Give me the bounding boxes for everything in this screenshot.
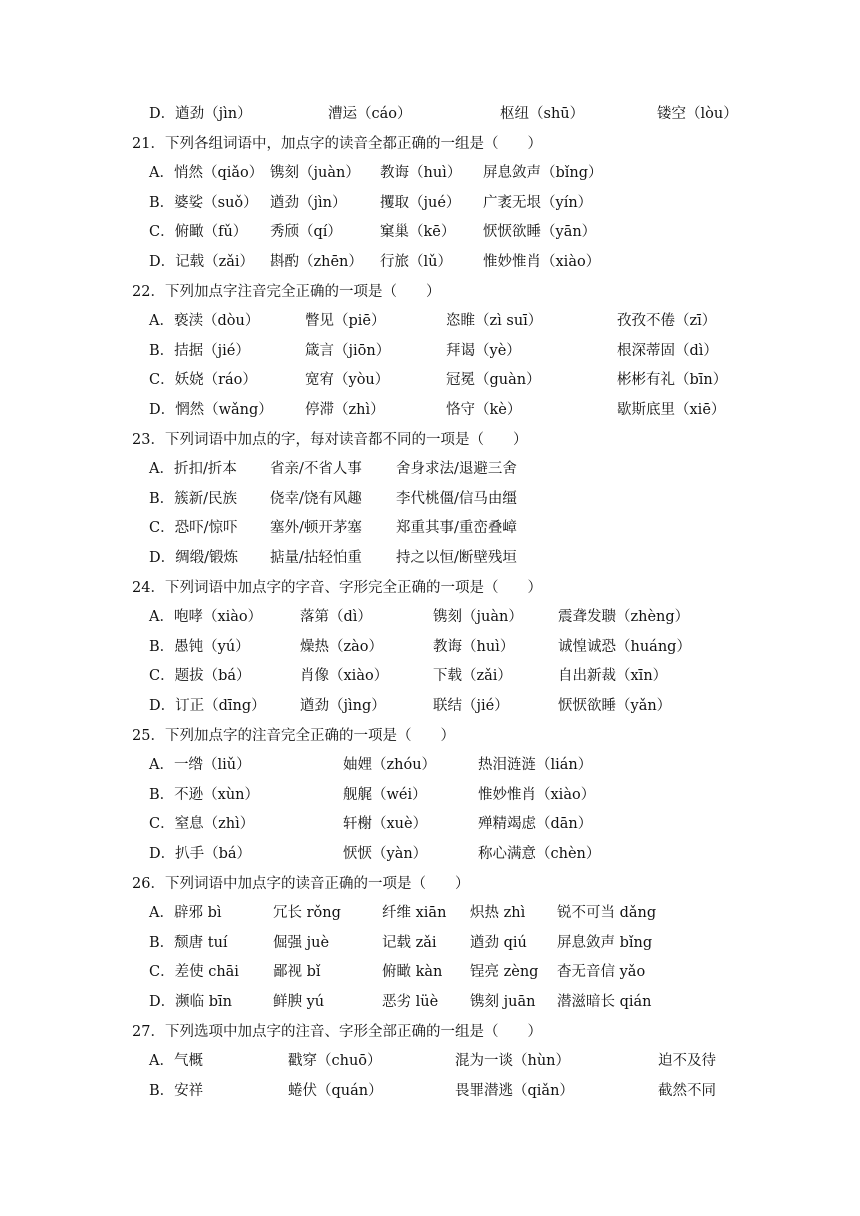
option-item: 联结（jié） — [433, 698, 509, 714]
option-item: 下载（zǎi） — [433, 668, 512, 685]
option-row — [0, 604, 860, 630]
option-item: 镌刻 juān — [470, 994, 536, 1010]
option-item: 称心满意（chèn） — [478, 846, 601, 862]
option-row — [0, 486, 860, 512]
option-item: 攫取（jué） — [380, 194, 461, 211]
option-row — [0, 367, 860, 393]
option-row — [0, 1078, 860, 1104]
option-label-item: C．妖娆（ráo） — [149, 372, 257, 389]
option-label-item: A．悄然（qiǎo） — [149, 165, 264, 182]
option-item: 舍身求法/退避三舍 — [396, 461, 517, 478]
option-row — [0, 545, 860, 571]
option-label-item: C．俯瞰（fǔ） — [149, 224, 248, 241]
option-item: 镂空（lòu） — [657, 106, 738, 122]
option-item: 枢纽（shū） — [500, 106, 585, 122]
option-label-item: B．不逊（xùn） — [149, 786, 260, 803]
question-stem: 21．下列各组词语中，加点字的读音全都正确的一组是（ ） — [132, 135, 542, 152]
option-row — [0, 308, 860, 334]
option-item: 自出新裁（xīn） — [558, 668, 668, 685]
option-row — [0, 397, 860, 423]
option-row — [0, 101, 860, 127]
option-item: 迫不及待 — [658, 1053, 716, 1070]
option-item: 蜷伏（quán） — [288, 1082, 383, 1099]
option-item: 恶劣 lüè — [382, 994, 439, 1010]
option-item: 记载 zǎi — [382, 934, 437, 951]
option-item: 燥热（zào） — [300, 638, 384, 655]
option-item: 潜滋暗长 qián — [557, 994, 652, 1010]
option-item: 遒劲（jìng） — [300, 698, 386, 714]
option-item: 遒劲 qiú — [470, 934, 527, 951]
option-item: 塞外/顿开茅塞 — [270, 520, 362, 537]
option-label-item: D．濒临 bīn — [149, 994, 232, 1010]
option-item: 殚精竭虑（dān） — [478, 816, 593, 833]
option-item: 恪守（kè） — [446, 402, 522, 418]
option-item: 截然不同 — [658, 1082, 716, 1099]
option-item: 锐不可当 dǎng — [557, 905, 657, 922]
option-label-item: B．婆娑（suǒ） — [149, 194, 258, 211]
option-row — [0, 841, 860, 867]
option-row — [0, 190, 860, 216]
option-label-item: A．辟邪 bì — [149, 905, 222, 922]
option-label-item: C．差使 chāi — [149, 964, 239, 981]
option-item: 冗长 rǒng — [273, 905, 341, 922]
option-label-item: A．一绺（liǔ） — [149, 757, 251, 774]
option-row — [0, 219, 860, 245]
option-item: 妯娌（zhóu） — [343, 757, 437, 774]
option-item: 混为一谈（hùn） — [455, 1053, 571, 1070]
option-item: 秀颀（qí） — [270, 224, 342, 241]
option-item: 广袤无垠（yín） — [483, 194, 593, 211]
option-item: 锃亮 zèng — [470, 964, 539, 981]
option-item: 根深蒂固（dì） — [617, 342, 718, 359]
option-label-item: B．簇新/民族 — [149, 490, 238, 507]
option-item: 持之以恒/断壁残垣 — [396, 550, 517, 566]
option-label-item: D．扒手（bá） — [149, 846, 252, 862]
option-item: 戳穿（chuō） — [288, 1053, 382, 1070]
option-item: 鲜腴 yú — [273, 994, 325, 1010]
option-row — [0, 693, 860, 719]
option-item: 教诲（huì） — [433, 638, 515, 655]
option-item: 冠冕（guàn） — [446, 372, 541, 389]
option-item: 拜谒（yè） — [446, 342, 521, 359]
option-item: 歇斯底里（xiē） — [617, 402, 726, 418]
option-row — [0, 989, 860, 1015]
question-stem: 27．下列选项中加点字的注音、字形全部正确的一组是（ ） — [132, 1023, 542, 1040]
option-item: 恹恹（yàn） — [343, 846, 428, 862]
option-item: 轩榭（xuè） — [343, 816, 428, 833]
option-label-item: D．遒劲（jìn） — [149, 106, 252, 122]
option-item: 杳无音信 yǎo — [557, 964, 646, 981]
option-label-item: B．拮据（jié） — [149, 342, 250, 359]
option-item: 郑重其事/重峦叠嶂 — [396, 520, 517, 537]
option-label-item: A．折扣/折本 — [149, 461, 237, 478]
option-label-item: D．惘然（wǎng） — [149, 402, 273, 418]
option-item: 斟酌（zhēn） — [270, 254, 363, 270]
option-item: 舰艉（wéi） — [343, 786, 427, 803]
option-item: 镌刻（juàn） — [270, 165, 360, 182]
option-row — [0, 160, 860, 186]
option-item: 震聋发聩（zhèng） — [558, 609, 690, 626]
option-item: 镌刻（juàn） — [433, 609, 523, 626]
option-item: 恹恹欲睡（yān） — [483, 224, 597, 241]
option-item: 惟妙惟肖（xiào） — [478, 786, 596, 803]
option-row — [0, 634, 860, 660]
option-item: 箴言（jiōn） — [305, 342, 391, 359]
option-row — [0, 811, 860, 837]
option-label-item: C．窒息（zhì） — [149, 816, 255, 833]
option-item: 孜孜不倦（zī） — [617, 313, 717, 330]
option-item: 恹恹欲睡（yǎn） — [558, 698, 672, 714]
option-row — [0, 900, 860, 926]
option-item: 瞥见（piē） — [305, 313, 386, 330]
option-row — [0, 752, 860, 778]
option-label-item: A．咆哮（xiào） — [149, 609, 263, 626]
option-row — [0, 930, 860, 956]
option-item: 李代桃僵/信马由缰 — [396, 490, 517, 507]
option-row — [0, 959, 860, 985]
option-item: 遒劲（jìn） — [270, 194, 347, 211]
option-label-item: B．愚钝（yú） — [149, 638, 250, 655]
option-label-item: A．气概 — [149, 1053, 203, 1070]
option-item: 肖像（xiào） — [300, 668, 389, 685]
option-item: 炽热 zhì — [470, 905, 526, 922]
option-item: 窠巢（kē） — [380, 224, 456, 241]
option-item: 恣睢（zì suī） — [446, 313, 543, 330]
option-item: 教诲（huì） — [380, 165, 462, 182]
option-label-item: C．恐吓/惊吓 — [149, 520, 238, 537]
question-stem: 24．下列词语中加点字的字音、字形完全正确的一项是（ ） — [132, 579, 542, 596]
option-item: 彬彬有礼（bīn） — [617, 372, 728, 389]
option-row — [0, 663, 860, 689]
option-row — [0, 456, 860, 482]
question-stem: 22．下列加点字注音完全正确的一项是（ ） — [132, 283, 441, 300]
option-item: 行旅（lǔ） — [380, 254, 452, 270]
question-stem: 26．下列词语中加点字的读音正确的一项是（ ） — [132, 875, 470, 892]
option-row — [0, 1048, 860, 1074]
option-item: 诚惶诚恐（huáng） — [558, 638, 691, 655]
option-row — [0, 782, 860, 808]
option-item: 纤维 xiān — [382, 905, 447, 922]
option-row — [0, 338, 860, 364]
option-row — [0, 249, 860, 275]
option-label-item: D．记载（zǎi） — [149, 254, 255, 270]
option-label-item: B．安祥 — [149, 1082, 204, 1099]
option-label-item: D．订正（dīng） — [149, 698, 266, 714]
option-label-item: C．题拔（bá） — [149, 668, 251, 685]
option-item: 省亲/不省人事 — [270, 461, 362, 478]
option-item: 俯瞰 kàn — [382, 964, 443, 981]
option-item: 漕运（cáo） — [328, 106, 412, 122]
option-item: 宽宥（yòu） — [305, 372, 390, 389]
option-item: 屏息敛声（bǐng） — [483, 165, 603, 182]
option-label-item: A．亵渎（dòu） — [149, 313, 260, 330]
option-item: 畏罪潜逃（qiǎn） — [455, 1082, 574, 1099]
option-item: 热泪涟涟（lián） — [478, 757, 593, 774]
option-item: 鄙视 bǐ — [273, 964, 321, 981]
option-item: 停滞（zhì） — [305, 402, 385, 418]
option-row — [0, 515, 860, 541]
option-item: 掂量/拈轻怕重 — [270, 550, 362, 566]
option-item: 落第（dì） — [300, 609, 372, 626]
option-item: 倔强 juè — [273, 934, 330, 951]
option-item: 侥幸/饶有风趣 — [270, 490, 362, 507]
question-stem: 25．下列加点字的注音完全正确的一项是（ ） — [132, 727, 455, 744]
option-item: 惟妙惟肖（xiào） — [483, 254, 601, 270]
option-item: 屏息敛声 bǐng — [557, 934, 653, 951]
option-label-item: D．绸缎/锻炼 — [149, 550, 239, 566]
option-label-item: B．颓唐 tuí — [149, 934, 228, 951]
question-stem: 23．下列词语中加点的字，每对读音都不同的一项是（ ） — [132, 431, 528, 448]
